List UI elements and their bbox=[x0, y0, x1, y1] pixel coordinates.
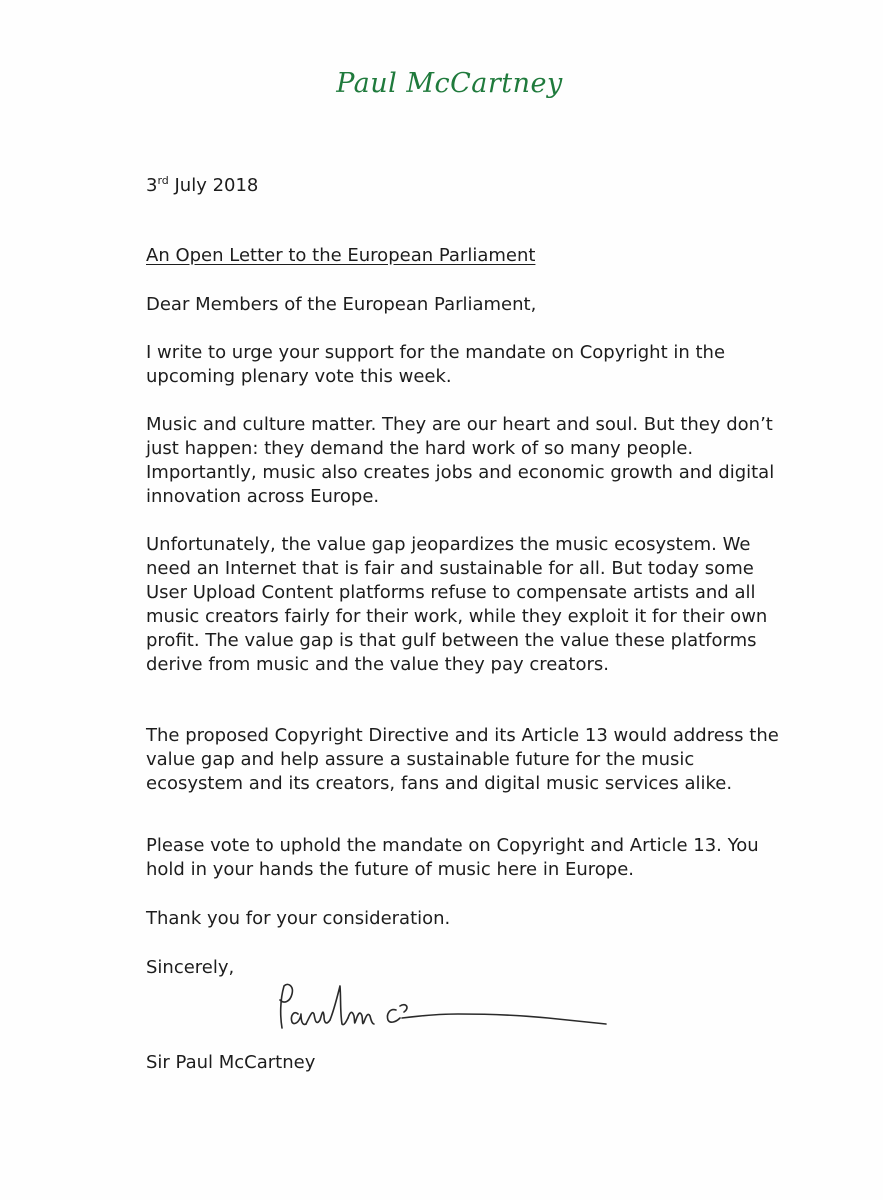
letter-date bbox=[146, 174, 786, 198]
salutation: Dear Members of the European Parliament, bbox=[146, 294, 537, 315]
handwritten-signature bbox=[268, 980, 618, 1040]
date-month-year: July 2018 bbox=[168, 175, 259, 196]
thanks-line: Thank you for your consideration. bbox=[146, 908, 451, 929]
paragraph-2: Music and culture matter. They are our heart and soul. But they don’t just happen: they demand the hard work of so many people. Importantly, music also creates jobs and economic growth and digital innovation across Europe. bbox=[146, 414, 775, 507]
letterhead bbox=[8, 68, 883, 99]
date-suffix: rd bbox=[157, 174, 169, 187]
signature-drawing bbox=[268, 980, 618, 1040]
paragraph-3: Unfortunately, the value gap jeopardizes the music ecosystem. We need an Internet that is fair and sustainable for all. But today some User Upload Content platforms refuse to compensate artists and all music creators fairly for their work, while they exploit it for their own profit. The value gap is that gulf between the value these platforms derive from music and the value they pay creators. bbox=[146, 534, 768, 675]
letterhead-name: Paul McCartney bbox=[336, 68, 563, 99]
date-day: 3 bbox=[146, 175, 158, 196]
paragraph-1: I write to urge your support for the mandate on Copyright in the upcoming plenary vote this week. bbox=[146, 342, 726, 387]
signer-name: Sir Paul McCartney bbox=[146, 1052, 316, 1073]
paragraph-4: The proposed Copyright Directive and its Article 13 would address the value gap and help assure a sustainable future for the music ecosystem and its creators, fans and digital music services alike. bbox=[146, 725, 779, 794]
closing-line: Sincerely, bbox=[146, 957, 235, 978]
paragraph-5: Please vote to uphold the mandate on Copyright and Article 13. You hold in your hands the future of music here in Europe. bbox=[146, 835, 759, 880]
letter-heading: An Open Letter to the European Parliament bbox=[146, 245, 536, 266]
